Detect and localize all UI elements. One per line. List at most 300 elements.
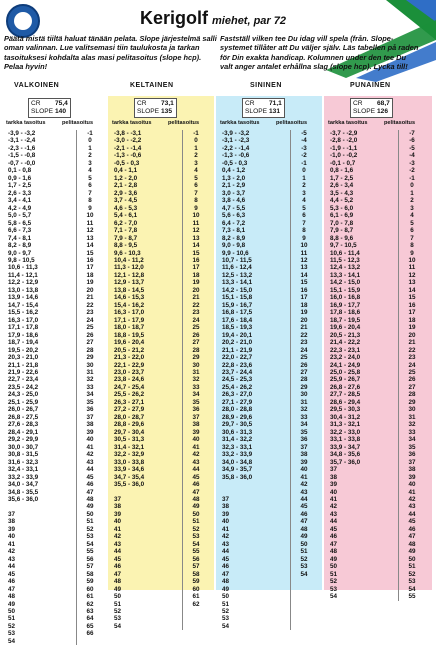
table-row — [2, 638, 103, 645]
playing-hcp-value: 47 — [398, 533, 425, 540]
playing-hcp-value: 17 — [76, 264, 103, 271]
exact-hcp-range: 16,0 - 16,8 — [330, 294, 361, 302]
table-row — [324, 272, 425, 279]
exact-hcp-range: 51 — [330, 570, 338, 578]
table-row — [216, 175, 317, 182]
playing-hcp-value: 45 — [398, 518, 425, 525]
table-row — [2, 421, 103, 428]
table-row — [108, 339, 209, 346]
table-row — [108, 242, 209, 249]
table-row — [216, 548, 317, 555]
exact-hcp-range: 39 — [8, 525, 16, 533]
table-row — [324, 466, 425, 473]
exact-hcp-range: 13,3 - 14,1 — [330, 271, 361, 279]
playing-hcp-value: 47 — [182, 489, 209, 496]
exact-hcp-range: 51 — [114, 600, 122, 608]
exact-hcp-range: 44 — [222, 548, 230, 556]
playing-hcp-value: 60 — [76, 586, 103, 593]
table-row — [324, 451, 425, 458]
table-row — [2, 578, 103, 585]
exact-hcp-range: 2,6 - 3,4 — [330, 182, 354, 190]
playing-hcp-value: 33 — [398, 429, 425, 436]
table-row — [216, 511, 317, 518]
playing-hcp-value: 0 — [398, 182, 425, 189]
slope-value: 126 — [377, 108, 389, 115]
playing-hcp-value: 20 — [182, 287, 209, 294]
exact-hcp-range: 46 — [222, 563, 230, 571]
exact-hcp-range: 40 — [8, 533, 16, 541]
playing-hcp-value: 55 — [182, 548, 209, 555]
table-row — [2, 190, 103, 197]
table-row — [216, 526, 317, 533]
playing-hcp-value: 11 — [76, 220, 103, 227]
playing-hcp-value: 12 — [290, 257, 317, 264]
exact-hcp-range — [2, 503, 76, 510]
table-row — [108, 489, 209, 496]
exact-hcp-range: 7,4 - 8,1 — [8, 234, 32, 242]
playing-hcp-value: 6 — [76, 182, 103, 189]
playing-hcp-value: 21 — [398, 339, 425, 346]
playing-hcp-value: 44 — [398, 511, 425, 518]
exact-hcp-range: 27,2 - 27,9 — [114, 406, 145, 414]
playing-hcp-value: 25 — [76, 324, 103, 331]
exact-hcp-header: tarkka tasoitus — [112, 120, 152, 126]
playing-hcp-value: 42 — [290, 481, 317, 488]
exact-hcp-range: 12,1 - 12,8 — [114, 271, 145, 279]
table-row — [2, 160, 103, 167]
playing-hcp-value: 21 — [182, 294, 209, 301]
table-row — [2, 167, 103, 174]
table-row — [216, 309, 317, 316]
table-row — [324, 399, 425, 406]
exact-hcp-range: 33,1 - 33,8 — [330, 436, 361, 444]
exact-hcp-range: 30,5 - 31,3 — [114, 436, 145, 444]
table-row — [108, 511, 209, 518]
playing-hcp-value: 4 — [290, 197, 317, 204]
exact-hcp-range: 9,6 - 10,3 — [114, 249, 141, 257]
playing-hcp-value: 43 — [76, 459, 103, 466]
playing-hcp-value: 19 — [398, 324, 425, 331]
table-row — [324, 197, 425, 204]
playing-hcp-value: 39 — [76, 429, 103, 436]
playing-hcp-value: 66 — [76, 630, 103, 637]
exact-hcp-range: 50 — [8, 608, 16, 615]
table-row — [108, 309, 209, 316]
playing-hcp-value: 42 — [76, 451, 103, 458]
table-row — [216, 152, 317, 159]
exact-hcp-range: 54 — [8, 637, 16, 645]
exact-hcp-range: -1,3 - -0,6 — [114, 152, 142, 160]
table-red-tee — [324, 96, 432, 601]
playing-hcp-value: 35 — [182, 399, 209, 406]
table-row — [2, 608, 103, 615]
playing-hcp-value: 4 — [182, 167, 209, 174]
table-row — [108, 548, 209, 555]
playing-hcp-value: 20 — [398, 332, 425, 339]
playing-hcp-value: 35 — [398, 444, 425, 451]
table-row — [2, 309, 103, 316]
exact-hcp-range: 21,3 - 22,0 — [114, 354, 145, 362]
playing-hcp-value: 27 — [290, 369, 317, 376]
exact-hcp-range: 14,2 - 15,0 — [330, 279, 361, 287]
table-row — [216, 421, 317, 428]
playing-hcp-value: 37 — [76, 414, 103, 421]
slope-value: 131 — [269, 108, 281, 115]
playing-hcp-value: 45 — [290, 503, 317, 510]
playing-hcp-value: 11 — [398, 264, 425, 271]
table-row — [108, 526, 209, 533]
playing-hcp-value: 49 — [290, 533, 317, 540]
playing-hcp-value: 50 — [182, 511, 209, 518]
table-row — [108, 503, 209, 510]
exact-hcp-range: 33,9 - 34,6 — [114, 466, 145, 474]
playing-hcp-value: 41 — [398, 489, 425, 496]
exact-hcp-range: 6,4 - 7,2 — [222, 219, 246, 227]
playing-hcp-value: 39 — [290, 459, 317, 466]
exact-hcp-range: -1,3 - -0,6 — [222, 152, 250, 160]
playing-hcp-value: 22 — [76, 302, 103, 309]
exact-hcp-range: 9,8 - 10,5 — [8, 256, 35, 264]
playing-hcp-value: 24 — [290, 347, 317, 354]
playing-hcp-value: 11 — [290, 250, 317, 257]
table-row — [216, 190, 317, 197]
exact-hcp-range: 29,7 - 30,4 — [114, 428, 145, 436]
exact-hcp-range: 12,2 - 12,9 — [8, 279, 39, 287]
playing-hcp-value: 8 — [398, 242, 425, 249]
playing-hcp-value: 58 — [182, 571, 209, 578]
exact-hcp-range: 20,5 - 21,2 — [114, 346, 145, 354]
playing-hcp-value: 56 — [182, 556, 209, 563]
exact-hcp-range: 31,4 - 32,1 — [114, 443, 145, 451]
intro-swedish: Fastställ vilken tee Du idag vill spela (från. Slope- systemet tillåter att Du väljer själv. Läs tabellen på raden för Din exakta handicap. Kolumnen under den tee Du valt anger antalet erhållna slag (slope hcp). Lycka till! — [220, 34, 419, 71]
playing-hcp-value: 62 — [76, 601, 103, 608]
playing-hcp-value: 44 — [76, 466, 103, 473]
playing-hcp-value: -5 — [398, 145, 425, 152]
playing-hcp-value: 54 — [398, 586, 425, 593]
exact-hcp-range: 16,9 - 17,7 — [330, 301, 361, 309]
club-logo — [6, 4, 40, 38]
playing-hcp-value: 13 — [76, 235, 103, 242]
table-row — [108, 250, 209, 257]
exact-hcp-range: 40 — [222, 518, 230, 526]
playing-hcp-value: 25 — [182, 324, 209, 331]
exact-hcp-range: 8,8 - 9,6 — [330, 234, 354, 242]
exact-hcp-range: 22,7 - 23,4 — [8, 376, 39, 384]
table-row — [2, 474, 103, 481]
exact-hcp-range: 35,7 - 36,0 — [330, 458, 361, 466]
playing-hcp-value: 40 — [182, 436, 209, 443]
playing-hcp-value: 35 — [290, 429, 317, 436]
table-row — [2, 466, 103, 473]
playing-hcp-value: 55 — [398, 593, 425, 600]
exact-hcp-range: -3,9 - -3,2 — [222, 130, 250, 137]
playing-hcp-value: 30 — [398, 406, 425, 413]
exact-hcp-range: 45 — [330, 525, 338, 533]
playing-hcp-value: 2 — [290, 182, 317, 189]
exact-hcp-range: 0,8 - 1,6 — [330, 167, 354, 175]
exact-hcp-range: 4,6 - 5,3 — [114, 204, 138, 212]
exact-hcp-range: -3,1 - -2,4 — [8, 137, 36, 145]
playing-hcp-value: 3 — [76, 160, 103, 167]
exact-hcp-range: 31,4 - 32,2 — [222, 436, 253, 444]
exact-hcp-range: 22,0 - 22,7 — [222, 354, 253, 362]
playing-hcp-value: 17 — [182, 264, 209, 271]
playing-hcp-value: 37 — [290, 444, 317, 451]
exact-hcp-range: 29,7 - 30,5 — [222, 421, 253, 429]
table-row — [216, 347, 317, 354]
playing-hcp-value: 46 — [290, 511, 317, 518]
table-row — [2, 451, 103, 458]
exact-hcp-range: -3,9 - -3,2 — [8, 130, 36, 137]
playing-hcp-value: 2 — [182, 152, 209, 159]
table-row — [216, 130, 317, 137]
exact-hcp-range: 6,2 - 7,0 — [114, 219, 138, 227]
table-row — [216, 533, 317, 540]
table-row — [108, 257, 209, 264]
playing-hcp-value: 21 — [76, 294, 103, 301]
exact-hcp-range: 38 — [114, 503, 122, 511]
table-row — [216, 332, 317, 339]
table-row — [2, 294, 103, 301]
playing-hcp-header: pelitasoitus — [62, 120, 94, 126]
table-row — [2, 489, 103, 496]
exact-hcp-range: 54 — [330, 593, 338, 601]
table-row — [324, 227, 425, 234]
exact-hcp-range: 24,7 - 25,4 — [114, 383, 145, 391]
playing-hcp-value: 8 — [182, 197, 209, 204]
table-row — [216, 556, 317, 563]
playing-hcp-value: 12 — [76, 227, 103, 234]
playing-hcp-value: 40 — [76, 436, 103, 443]
playing-hcp-value: 10 — [290, 242, 317, 249]
exact-hcp-range: 41 — [114, 525, 122, 533]
playing-hcp-value: -1 — [398, 175, 425, 182]
exact-hcp-range: 8,2 - 8,9 — [222, 234, 246, 242]
playing-hcp-value: 24 — [182, 317, 209, 324]
playing-hcp-value: 38 — [290, 451, 317, 458]
playing-hcp-value: 8 — [76, 197, 103, 204]
playing-hcp-value: 12 — [182, 227, 209, 234]
exact-hcp-range: 32,3 - 33,1 — [222, 443, 253, 451]
table-row — [324, 391, 425, 398]
table-row — [108, 167, 209, 174]
exact-hcp-range: 13,0 - 13,8 — [8, 286, 39, 294]
exact-hcp-range: 47 — [114, 570, 122, 578]
exact-hcp-range: 42 — [8, 548, 16, 556]
playing-hcp-value: 54 — [290, 571, 317, 578]
table-row — [324, 339, 425, 346]
playing-hcp-value: 27 — [76, 339, 103, 346]
table-row — [2, 302, 103, 309]
playing-hcp-value: 53 — [290, 563, 317, 570]
exact-hcp-range: 48 — [8, 593, 16, 601]
playing-hcp-value: 53 — [182, 533, 209, 540]
playing-hcp-value: 7 — [398, 235, 425, 242]
playing-hcp-value: 30 — [182, 362, 209, 369]
exact-hcp-range: 52 — [222, 608, 230, 615]
table-row — [108, 615, 209, 622]
playing-hcp-value — [290, 601, 317, 608]
exact-hcp-range: 7,0 - 7,8 — [330, 219, 354, 227]
exact-hcp-range: 27,1 - 27,9 — [222, 398, 253, 406]
table-row — [216, 339, 317, 346]
title-text: Kerigolf — [140, 8, 209, 28]
table-row — [324, 421, 425, 428]
exact-hcp-range: 54 — [222, 622, 230, 630]
playing-hcp-value: 24 — [398, 362, 425, 369]
table-row — [108, 182, 209, 189]
exact-hcp-range: 47 — [8, 585, 16, 593]
table-row — [216, 272, 317, 279]
exact-hcp-range: 34,7 - 35,4 — [114, 473, 145, 481]
table-row — [324, 145, 425, 152]
table-row — [216, 287, 317, 294]
playing-hcp-value: 40 — [398, 481, 425, 488]
playing-hcp-value: 9 — [290, 235, 317, 242]
table-row — [2, 145, 103, 152]
table-row — [2, 444, 103, 451]
exact-hcp-range: 6,1 - 6,9 — [330, 212, 354, 220]
table-row — [2, 339, 103, 346]
playing-hcp-value — [182, 623, 209, 630]
table-row — [216, 205, 317, 212]
playing-hcp-value — [290, 578, 317, 585]
playing-hcp-value: 6 — [182, 182, 209, 189]
table-row — [216, 137, 317, 144]
playing-hcp-value: 43 — [290, 489, 317, 496]
table-row — [108, 197, 209, 204]
playing-hcp-value: -1 — [290, 160, 317, 167]
playing-hcp-value: 1 — [398, 190, 425, 197]
table-row — [108, 205, 209, 212]
exact-hcp-range: 5,4 - 6,1 — [114, 212, 138, 220]
table-row — [2, 601, 103, 608]
playing-hcp-value: 42 — [182, 451, 209, 458]
table-row — [324, 533, 425, 540]
playing-hcp-value: 52 — [76, 526, 103, 533]
table-row — [324, 137, 425, 144]
playing-hcp-header: pelitasoitus — [276, 120, 308, 126]
cr-value: 73,1 — [161, 100, 174, 107]
table-row — [2, 571, 103, 578]
table-row — [108, 264, 209, 271]
exact-hcp-range: 3,7 - 4,5 — [114, 197, 138, 205]
playing-hcp-value: 3 — [398, 205, 425, 212]
playing-hcp-value: 52 — [182, 526, 209, 533]
table-row — [2, 548, 103, 555]
exact-hcp-range: -0,7 - -0,0 — [8, 159, 36, 167]
playing-hcp-value: 46 — [76, 481, 103, 488]
exact-hcp-range: 52 — [114, 608, 122, 615]
playing-hcp-value: -5 — [290, 130, 317, 137]
exact-hcp-range: 26,8 - 27,6 — [330, 383, 361, 391]
table-row — [324, 354, 425, 361]
playing-hcp-value: 29 — [182, 354, 209, 361]
exact-hcp-range: 45 — [222, 555, 230, 563]
table-row — [324, 279, 425, 286]
exact-hcp-range: 34,9 - 35,7 — [222, 466, 253, 474]
table-row — [2, 593, 103, 600]
exact-hcp-range: 0,4 - 1,1 — [114, 167, 138, 175]
playing-hcp-value: 49 — [398, 548, 425, 555]
playing-hcp-value: 4 — [398, 212, 425, 219]
table-row — [216, 593, 317, 600]
table-row — [108, 294, 209, 301]
playing-hcp-value: 47 — [76, 489, 103, 496]
table-row — [108, 369, 209, 376]
playing-hcp-value: 55 — [76, 548, 103, 555]
exact-hcp-range: 7,9 - 8,7 — [330, 227, 354, 235]
table-row — [324, 309, 425, 316]
exact-hcp-range: 9,0 - 9,8 — [222, 242, 246, 250]
table-row — [324, 220, 425, 227]
playing-hcp-value: 39 — [182, 429, 209, 436]
playing-hcp-value: 18 — [76, 272, 103, 279]
table-row — [324, 414, 425, 421]
table-row — [324, 429, 425, 436]
table-row — [108, 608, 209, 615]
exact-hcp-range: 30,0 - 30,7 — [8, 443, 39, 451]
exact-hcp-range: 2,1 - 2,8 — [114, 182, 138, 190]
playing-hcp-value: 54 — [182, 541, 209, 548]
exact-hcp-range: 35,8 - 36,0 — [222, 473, 253, 481]
exact-hcp-range: -1,9 - -1,1 — [330, 144, 358, 152]
playing-hcp-value: 14 — [76, 242, 103, 249]
playing-hcp-value: 44 — [290, 496, 317, 503]
playing-hcp-value: 61 — [182, 593, 209, 600]
course-rating-box — [134, 98, 177, 118]
exact-hcp-range: 39 — [114, 510, 122, 518]
playing-hcp-value: 8 — [290, 227, 317, 234]
table-row — [216, 212, 317, 219]
table-row — [324, 541, 425, 548]
exact-hcp-range: 7,1 - 7,8 — [114, 227, 138, 235]
table-row — [2, 429, 103, 436]
playing-hcp-value: 19 — [182, 279, 209, 286]
playing-hcp-value: 48 — [290, 526, 317, 533]
playing-hcp-value — [290, 615, 317, 622]
table-row — [324, 481, 425, 488]
playing-hcp-value: 16 — [76, 257, 103, 264]
exact-hcp-range: 38 — [330, 473, 338, 481]
table-row — [216, 615, 317, 622]
exact-hcp-range: 50 — [222, 593, 230, 601]
playing-hcp-value: 23 — [182, 309, 209, 316]
table-row — [324, 496, 425, 503]
exact-hcp-range: 17,9 - 18,6 — [8, 331, 39, 339]
playing-hcp-value: 30 — [290, 391, 317, 398]
playing-hcp-value: 29 — [290, 384, 317, 391]
table-row — [324, 459, 425, 466]
table-row — [324, 556, 425, 563]
table-row — [216, 608, 317, 615]
table-row — [216, 294, 317, 301]
table-row — [216, 391, 317, 398]
exact-hcp-range: -2,8 - -2,0 — [330, 137, 358, 145]
playing-hcp-value: 44 — [182, 466, 209, 473]
table-row — [108, 571, 209, 578]
exact-hcp-range: 31,3 - 32,1 — [330, 421, 361, 429]
table-row — [324, 436, 425, 443]
playing-hcp-value: 47 — [290, 518, 317, 525]
playing-hcp-value: 34 — [76, 391, 103, 398]
playing-hcp-value: 52 — [398, 571, 425, 578]
playing-hcp-value: 0 — [182, 137, 209, 144]
table-row — [108, 212, 209, 219]
playing-hcp-value: 28 — [398, 391, 425, 398]
table-row — [108, 481, 209, 488]
table-row — [216, 384, 317, 391]
